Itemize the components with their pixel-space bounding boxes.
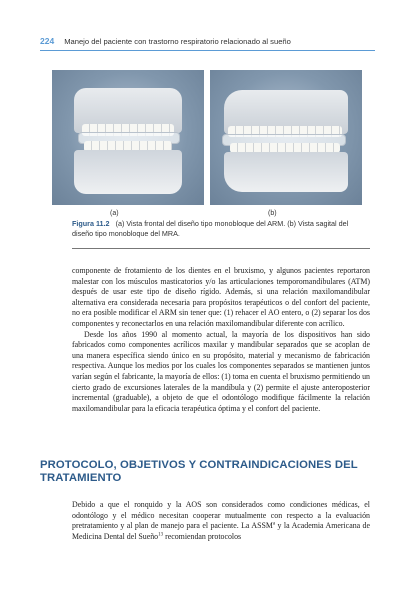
- figure-caption-label: Figura 11.2: [72, 219, 110, 228]
- subfigure-label-b: (b): [268, 210, 277, 217]
- figure-caption: [72, 219, 370, 239]
- running-title: Manejo del paciente con trastorno respiratorio relacionado al sueño: [64, 37, 291, 46]
- body-text: [72, 266, 370, 414]
- header-rule: [40, 50, 375, 51]
- page-number: 224: [40, 36, 55, 46]
- subfigure-label-a: (a): [110, 210, 119, 217]
- reference-superscript: 13: [158, 532, 164, 538]
- section-text-part: y la Academia Americana de Medicina Dental del Sueño: [72, 521, 370, 541]
- running-header: [40, 36, 375, 46]
- dental-cast-side-photo: [210, 70, 362, 205]
- dental-cast-front-photo: [52, 70, 204, 205]
- superscript: a: [272, 521, 276, 527]
- section-text: [72, 500, 370, 542]
- body-paragraph: componente de frotamiento de los dientes en el bruxismo, y algunos pacientes reportaron malestar con los músculos masticatorios y/o las articulaciones temporomandibulares (ATM) después de usar este tipo de diseño rígido. Además, si una relación maxilomandibular alternativa era considerada necesaria para propósitos terapéuticos o del confort del paciente, no era posible modificar el ARM sin tener que: (1) rehacer el AO entero, o (2) separar los dos componentes y reconectarlos en una relación maxilomandibular diferente con acrílico.: [72, 266, 370, 328]
- section-text-part: Debido a que el ronquido y la AOS son considerados como condiciones médicas, el odontólogo y el médico necesitan cooperar mutualmente con respecto a la evaluación pretratamiento y al plan de manejo para el paciente. La ASSM: [72, 500, 370, 531]
- figure-11-2: [52, 70, 362, 205]
- figure-caption-text: (a) Vista frontal del diseño tipo monobloque del ARM. (b) Vista sagital del diseño tipo monobloque del MRA.: [72, 219, 349, 239]
- caption-rule: [72, 248, 370, 249]
- section-paragraph: [72, 500, 370, 542]
- section-text-part: recomiendan protocolos: [163, 531, 242, 541]
- section-heading: PROTOCOLO, OBJETIVOS Y CONTRAINDICACIONES DEL TRATAMIENTO: [40, 459, 358, 484]
- body-paragraph: Desde los años 1990 al momento actual, la mayoría de los dispositivos han sido fabricados como componentes acrílicos maxilar y mandibular separados que se acoplan de una manera específica siendo único en su propósito, material y mecanismo de fabricación respectiva. Aunque los medios por los cuales los componentes separados se mantienen juntos varían según el fabricante, la mayoría de ellos: (1) toma en cuenta el bruxismo permitiendo un cierto grado de excursiones laterales de la mandíbula y (2) permite el ajuste anteroposterior incremental (graduable), a objeto de que el odontólogo modifique fácilmente la relación maxilomandibular para la eficacia terapéutica óptima y el confort del paciente.: [72, 329, 370, 413]
